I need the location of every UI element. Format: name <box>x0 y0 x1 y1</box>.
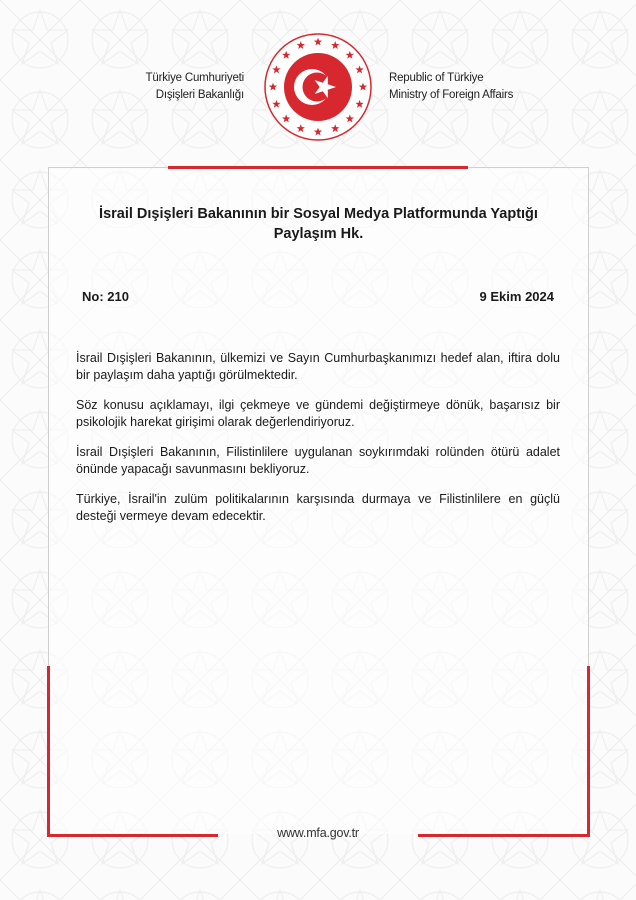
org-en-line-1: Republic of Türkiye <box>389 72 484 84</box>
org-tr-line-1: Türkiye Cumhuriyeti <box>145 72 244 84</box>
frame-right-line <box>588 167 589 667</box>
paragraph-line: psikolojik harekat girişimi olarak değerlendiriyoruz. <box>76 415 355 429</box>
document-body <box>76 350 560 538</box>
paragraph-line: desteği vermeye devam edecektir. <box>76 509 266 523</box>
paragraph-line: bir paylaşım daha yaptığı görülmektedir. <box>76 368 298 382</box>
document-date: 9 Ekim 2024 <box>479 289 554 304</box>
paragraph-line: önünde yapacağı savunmasını bekliyoruz. <box>76 462 310 476</box>
title-line-2: Paylaşım Hk. <box>273 226 364 242</box>
paragraph-line: İsrail Dışişleri Bakanının, Filistinlilere uygulanan soykırımdaki rolünden ötürü adalet <box>76 445 560 459</box>
crescent-star-emblem-icon <box>263 32 373 142</box>
paragraph-line: Türkiye, İsrail'in zulüm politikalarının karşısında durmaya ve Filistinlilere en güçlü <box>76 492 560 506</box>
paragraph-line: İsrail Dışişleri Bakanının, ülkemizi ve Sayın Cumhurbaşkanımızı hedef alan, iftira dolu <box>76 351 560 365</box>
frame-top-right-line <box>468 167 589 168</box>
frame-top-left-line <box>48 167 168 168</box>
org-en-line-2: Ministry of Foreign Affairs <box>389 89 514 101</box>
org-name-turkish <box>146 70 244 104</box>
paragraph-line: Söz konusu açıklamayı, ilgi çekmeye ve gündemi değiştirmeye dönük, başarısız bir <box>76 398 560 412</box>
paragraph-3 <box>76 444 560 478</box>
paragraph-4 <box>76 491 560 525</box>
document-title <box>70 204 567 244</box>
org-name-english <box>389 70 513 104</box>
org-tr-line-2: Dışişleri Bakanlığı <box>155 89 244 101</box>
frame-top-accent <box>168 166 468 169</box>
paragraph-1 <box>76 350 560 384</box>
frame-bottom-right-accent <box>418 834 590 837</box>
paragraph-2 <box>76 397 560 431</box>
title-line-1: İsrail Dışişleri Bakanının bir Sosyal Medya Platformunda Yaptığı <box>99 206 538 222</box>
frame-left-line <box>48 167 49 667</box>
document-number: No: 210 <box>82 289 129 304</box>
website-link[interactable]: www.mfa.gov.tr <box>277 826 359 840</box>
frame-bottom-left-accent <box>47 834 218 837</box>
frame-left-accent <box>47 666 50 837</box>
frame-right-accent <box>587 666 590 837</box>
